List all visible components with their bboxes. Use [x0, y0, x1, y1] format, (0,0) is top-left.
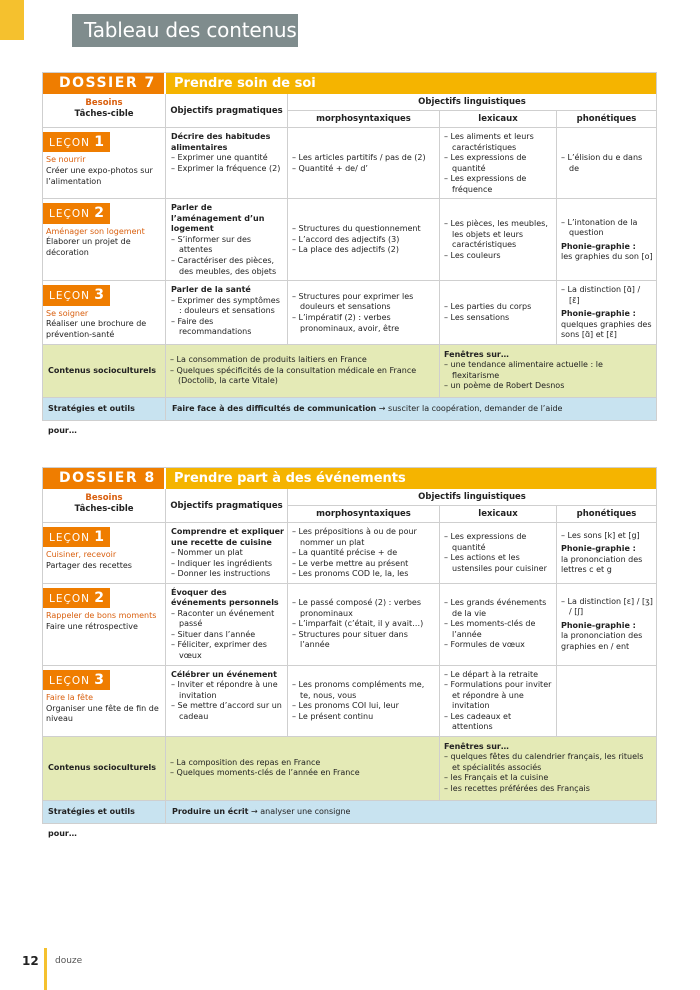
morpho-cell — [288, 199, 440, 280]
list-item: – quelques fêtes du calendrier français, les rituels et spécialités associés — [444, 752, 646, 772]
phonie-graphie-label: Phonie-graphie : — [561, 309, 636, 319]
header-taches-label: Tâches-cible — [74, 109, 134, 120]
fenetres-sur — [440, 345, 656, 397]
lexical-item: – Les moments-clés de l’année — [444, 619, 538, 639]
objective-main: Évoquer des événements personnels — [171, 587, 279, 608]
phonie-graphie-value: les graphies du son [o] — [561, 252, 653, 262]
morpho-item: – L’accord des adjectifs (3) — [292, 234, 400, 244]
morpho-item: – Les pronoms compléments me, te, nous, vous — [292, 680, 427, 700]
lesson-subtitle: Rappeler de bons moments — [46, 611, 157, 621]
lexical-item: – Le départ à la retraite — [444, 669, 539, 679]
objective-item: – S’informer sur des attentes — [171, 234, 254, 255]
objective-item: – Inviter et répondre à une invitation — [171, 680, 281, 700]
morpho-item: – Structures pour exprimer les douleurs et sensations — [292, 291, 416, 312]
phonie-graphie-label: Phonie-graphie : — [561, 241, 636, 251]
phonie-graphie-label: Phonie-graphie : — [561, 620, 636, 630]
morpho-item: – L’imparfait (c’était, il y avait…) — [292, 619, 424, 629]
lexical-item: – Les sensations — [444, 312, 510, 322]
strategies-bold: Faire face à des difficultés de communication — [172, 404, 377, 414]
lexicaux-cell — [440, 523, 557, 583]
objectifs-pragmatiques-cell — [166, 199, 288, 280]
dossier-number: DOSSIER 7 — [43, 73, 166, 94]
list-item: – Quelques spécificités de la consultation médicale en France (Doctolib, la carte Vitale) — [170, 365, 419, 386]
lexicaux-cell — [440, 584, 557, 665]
list-item: – les recettes préférées des Français — [444, 784, 590, 794]
lecon-badge: LEÇON 2 — [43, 588, 110, 608]
morpho-item: – Le présent continu — [292, 711, 374, 721]
lesson-row-2 — [43, 199, 656, 281]
objective-item: – Exprimer une quantité — [171, 153, 268, 163]
column-headers — [43, 94, 656, 128]
lesson-cell — [43, 523, 166, 583]
lecon-number: 1 — [94, 529, 105, 545]
strategies-value — [166, 801, 350, 823]
strategies-bold: Produire un écrit — [172, 806, 249, 816]
objective-main: Célébrer un événement — [171, 669, 277, 679]
phonetic-item: – La distinction [ɑ̃] / [ɛ̃] — [561, 285, 643, 305]
socio-label: Contenus socioculturels — [43, 345, 166, 397]
list-item: – La composition des repas en France — [170, 757, 321, 767]
objectifs-pragmatiques-cell — [166, 128, 288, 198]
objectifs-pragmatiques-cell — [166, 523, 288, 583]
lesson-subtitle: Aménager son logement — [46, 226, 145, 236]
socio-content — [166, 737, 440, 800]
morpho-cell — [288, 281, 440, 344]
morpho-item: – L’impératif (2) : verbes pronominaux, avoir, être — [292, 312, 400, 333]
objective-item: – Exprimer la fréquence (2) — [171, 163, 281, 173]
header-lexicaux: lexicaux — [440, 111, 557, 127]
objective-item: – Féliciter, exprimer des vœux — [171, 640, 270, 661]
lecon-number: 1 — [94, 134, 105, 150]
lexical-item: – Les pièces, les meubles, les objets et leurs caractéristiques — [444, 219, 551, 250]
lesson-cell — [43, 666, 166, 736]
lexical-item: – Les cadeaux et attentions — [444, 711, 514, 732]
lecon-badge: LEÇON 3 — [43, 285, 110, 305]
socio-label: Contenus socioculturels — [43, 737, 166, 800]
lesson-cell — [43, 584, 166, 665]
morpho-item: – Quantité + de/ d’ — [292, 163, 368, 173]
lesson-cell — [43, 281, 166, 344]
page-title: Tableau des contenus — [84, 18, 297, 42]
lexical-item: – Les expressions de fréquence — [444, 174, 529, 194]
phonie-graphie-label: Phonie-graphie : — [561, 544, 636, 554]
lesson-task: Faire une rétrospective — [46, 621, 138, 631]
list-item: – La consommation de produits laitiers en France — [170, 355, 367, 365]
lesson-subtitle: Cuisiner, recevoir — [46, 550, 117, 560]
phonie-graphie-value: quelques graphies des sons [ɑ̃] et [ɛ̃] — [561, 319, 652, 340]
footer-accent-bar — [44, 948, 47, 990]
objective-item: – Situer dans l’année — [171, 629, 256, 639]
morpho-item: – Les pronoms COD le, la, les — [292, 569, 409, 579]
strategies-value — [166, 398, 562, 420]
phonie-graphie-value: la prononciation des lettres c et g — [561, 554, 643, 575]
strategies-rest: → susciter la coopération, demander de l’aide — [376, 404, 563, 414]
morpho-cell — [288, 666, 440, 736]
lesson-row-2 — [43, 584, 656, 666]
lesson-cell — [43, 199, 166, 280]
morpho-item: – Les articles partitifs / pas de (2) — [292, 153, 426, 163]
fenetres-list — [444, 752, 652, 794]
lesson-task: Partager des recettes — [46, 561, 132, 571]
objective-item: – Exprimer des symptômes : douleurs et sensations — [171, 295, 283, 316]
lexical-item: – Les grands événements de la vie — [444, 598, 549, 618]
header-ling-title: Objectifs linguistiques — [288, 489, 656, 506]
lesson-task: Élaborer un projet de décoration — [46, 237, 131, 257]
dossier-7-table — [42, 72, 657, 436]
lexical-item: – Les actions et les ustensiles pour cuisiner — [444, 553, 547, 573]
header-besoins — [43, 94, 166, 127]
phonetiques-cell — [557, 128, 656, 198]
header-objectifs-linguistiques — [288, 94, 656, 127]
phonetiques-cell — [557, 666, 656, 736]
objective-item: – Raconter un événement passé — [171, 608, 277, 629]
phonetiques-cell — [557, 523, 656, 583]
lexicaux-cell — [440, 666, 557, 736]
fenetres-title: Fenêtres sur… — [444, 741, 509, 751]
list-item: – une tendance alimentaire actuelle : le flexitarisme — [444, 360, 606, 380]
morpho-item: – Le passé composé (2) : verbes pronominaux — [292, 598, 424, 618]
lesson-task: Organiser une fête de fin de niveau — [46, 703, 159, 724]
column-headers — [43, 489, 656, 523]
socio-content — [166, 345, 440, 397]
dossier-title: Prendre part à des événements — [174, 471, 406, 486]
lexicaux-cell — [440, 128, 557, 198]
fenetres-sur — [440, 737, 656, 800]
lexicaux-cell — [440, 281, 557, 344]
lecon-number: 2 — [94, 205, 105, 222]
lexicaux-cell — [440, 199, 557, 280]
phonetic-item: – Les sons [k] et [g] — [561, 530, 640, 540]
lesson-cell — [43, 128, 166, 198]
header-morpho: morphosyntaxiques — [288, 506, 440, 522]
dossier-number: DOSSIER 8 — [43, 468, 166, 489]
header-phonetiques: phonétiques — [576, 114, 637, 124]
objective-item: – Se mettre d’accord sur un cadeau — [171, 701, 285, 721]
morpho-item: – Les pronoms COI lui, leur — [292, 701, 399, 711]
lecon-number: 3 — [94, 287, 105, 304]
objective-main: Décrire des habitudes alimentaires — [171, 132, 271, 152]
lecon-badge: LEÇON 2 — [43, 203, 110, 223]
lecon-number: 2 — [94, 589, 105, 606]
header-besoins-label: Besoins — [85, 493, 123, 503]
lesson-subtitle: Faire la fête — [46, 693, 94, 703]
strategies-label: Stratégies et outils pour… — [43, 801, 166, 823]
lexical-item: – Les expressions de quantité — [444, 153, 529, 173]
morpho-cell — [288, 584, 440, 665]
list-item: – Quelques moments-clés de l’année en France — [170, 768, 360, 778]
lesson-task: Créer une expo-photos sur l’alimentation — [46, 166, 153, 186]
phonetiques-cell — [557, 584, 656, 665]
morpho-item: – Les prépositions à ou de pour nommer un plat — [292, 527, 420, 547]
morpho-item: – Structures du questionnement — [292, 224, 421, 234]
lecon-number: 3 — [94, 671, 105, 688]
lessons-list — [43, 523, 656, 737]
fenetres-list — [444, 360, 652, 392]
header-taches-label: Tâches-cible — [74, 504, 134, 515]
page-number: 12 — [22, 954, 39, 968]
header-lexicaux: lexicaux — [440, 506, 557, 522]
objective-item: – Indiquer les ingrédients — [171, 558, 273, 568]
lessons-list — [43, 128, 656, 345]
dossier-header — [43, 468, 656, 489]
socio-row — [43, 345, 656, 398]
header-ling-title: Objectifs linguistiques — [288, 94, 656, 111]
phonetiques-cell — [557, 281, 656, 344]
lesson-task: Réaliser une brochure de prévention-santé — [46, 319, 147, 339]
morpho-cell — [288, 128, 440, 198]
lesson-row-3 — [43, 281, 656, 345]
header-objectifs-linguistiques — [288, 489, 656, 522]
fenetres-title: Fenêtres sur… — [444, 349, 509, 359]
objective-main: Parler de la santé — [171, 285, 251, 295]
objectifs-pragmatiques-cell — [166, 666, 288, 736]
page-number-word: douze — [55, 956, 83, 966]
lesson-subtitle: Se soigner — [46, 308, 89, 318]
strategies-row — [43, 801, 656, 838]
morpho-item: – La place des adjectifs (2) — [292, 245, 399, 255]
lexical-item: – Les couleurs — [444, 250, 501, 260]
objective-main: Comprendre et expliquer une recette de cuisine — [171, 527, 285, 547]
header-morpho: morphosyntaxiques — [288, 111, 440, 127]
strategies-row — [43, 398, 656, 436]
lecon-badge: LEÇON 1 — [43, 527, 110, 547]
lesson-subtitle: Se nourrir — [46, 155, 86, 165]
lecon-badge: LEÇON 1 — [43, 132, 110, 152]
dossier-8-table — [42, 467, 657, 838]
dossier-header — [43, 73, 656, 94]
objective-item: – Donner les instructions — [171, 569, 271, 579]
objective-main: Parler de l’aménagement d’un logement — [171, 203, 265, 234]
header-objectifs-pragmatiques: Objectifs pragmatiques — [166, 489, 288, 522]
objectifs-pragmatiques-cell — [166, 584, 288, 665]
phonie-graphie-value: la prononciation des graphies en / ent — [561, 631, 643, 651]
phonetic-item: – L’élision du e dans de — [561, 153, 645, 173]
strategies-rest: → analyser une consigne — [248, 806, 351, 816]
morpho-item: – Le verbe mettre au présent — [292, 558, 409, 568]
header-objectifs-pragmatiques: Objectifs pragmatiques — [166, 94, 288, 127]
lecon-badge: LEÇON 3 — [43, 670, 110, 690]
lexical-item: – Formules de vœux — [444, 640, 525, 650]
lexical-item: – Les aliments et leurs caractéristiques — [444, 132, 537, 152]
objective-item: – Caractériser des pièces, des meubles, des objets — [171, 256, 277, 276]
lexical-item: – Les parties du corps — [444, 302, 532, 312]
morpho-cell — [288, 523, 440, 583]
lesson-row-1 — [43, 523, 656, 584]
dossier-title: Prendre soin de soi — [174, 76, 316, 91]
lesson-row-1 — [43, 128, 656, 199]
header-besoins — [43, 489, 166, 522]
objectifs-pragmatiques-cell — [166, 281, 288, 344]
lexical-item: – Les expressions de quantité — [444, 532, 529, 552]
morpho-item: – Structures pour situer dans l’année — [292, 629, 411, 650]
phonetiques-cell — [557, 199, 656, 280]
lexical-item: – Formulations pour inviter et répondre à une invitation — [444, 680, 554, 711]
header-besoins-label: Besoins — [85, 98, 123, 108]
header-phonetiques: phonétiques — [576, 509, 637, 519]
phonetic-item: – La distinction [ɛ] / [ʒ] / [ʃ] — [561, 596, 656, 617]
morpho-item: – La quantité précise + de — [292, 548, 398, 558]
corner-zigzag-decoration — [0, 0, 24, 40]
objective-item: – Nommer un plat — [171, 548, 243, 558]
objective-item: – Faire des recommandations — [171, 316, 252, 337]
strategies-label: Stratégies et outils pour… — [43, 398, 166, 420]
list-item: – les Français et la cuisine — [444, 773, 549, 783]
page-title-bar — [72, 14, 298, 47]
phonetic-item: – L’intonation de la question — [561, 217, 640, 238]
socio-row — [43, 737, 656, 801]
lesson-row-3 — [43, 666, 656, 737]
list-item: – un poème de Robert Desnos — [444, 381, 565, 391]
